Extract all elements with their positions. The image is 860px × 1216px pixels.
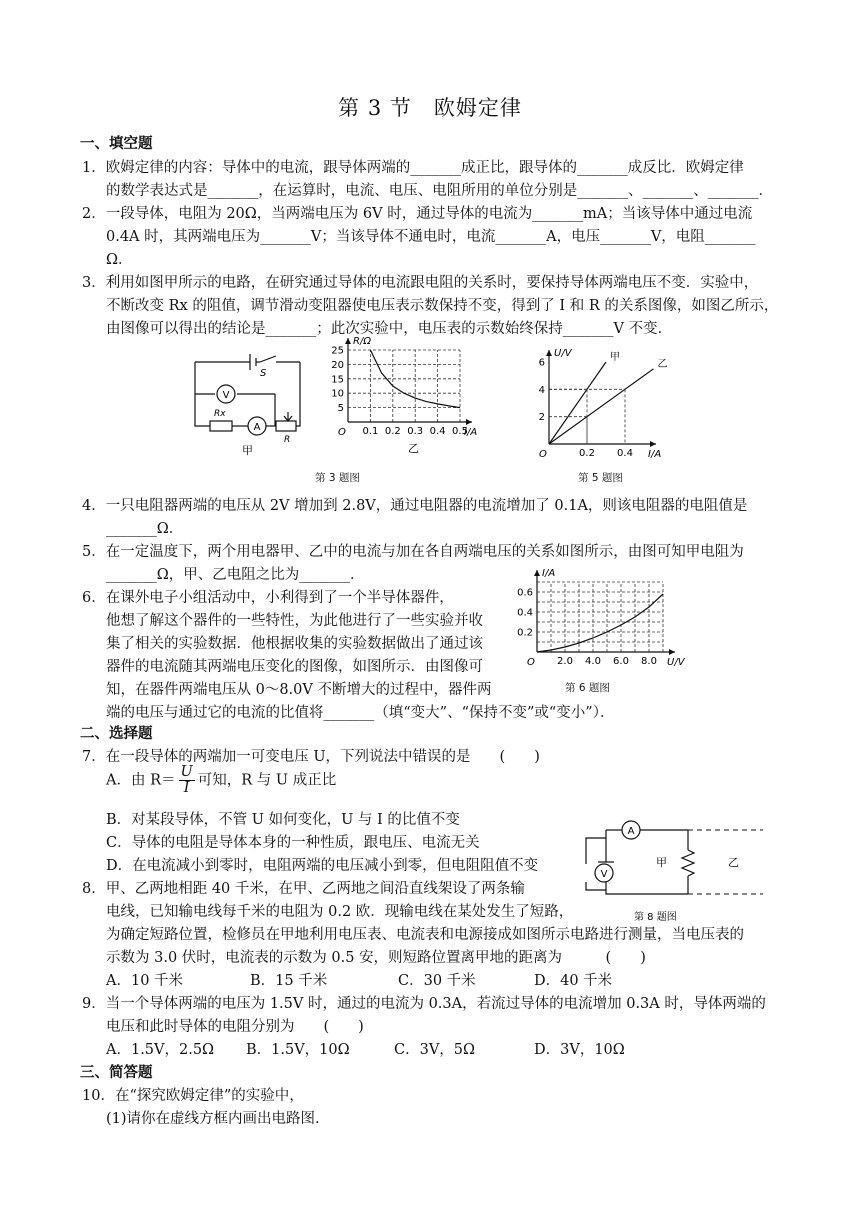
- fig8-circuit-diagram: [578, 816, 768, 928]
- q6-line-1: 6．在课外电子小组活动中，小利得到了一个半导体器件，: [82, 590, 454, 606]
- q7-option-c: C．导体的电阻是导体本身的一种性质，跟电压、电流无关: [106, 835, 480, 851]
- origin-label: O: [338, 427, 346, 438]
- fig8-ammeter-label: A: [627, 826, 635, 837]
- x-tick-label: 0.3: [407, 426, 424, 437]
- fig8-caption: 第 8 题图: [634, 912, 677, 923]
- q9-option-c: C．3V，5Ω: [394, 1042, 476, 1058]
- x-tick-label: 0.1: [362, 426, 379, 437]
- q3-line-3: 由图像可以得出的结论是_______；此次实验中，电压表的示数始终保持_______V 不变．: [106, 321, 673, 337]
- y-tick-label: 20: [331, 359, 344, 371]
- y-tick-label: 2: [538, 412, 545, 424]
- fig5-caption: 第 5 题图: [578, 472, 623, 484]
- q4-line-1: 4．一只电阻器两端的电压从 2V 增加到 2.8V，通过电阻器的电流增加了 0.1A，则该电阻器的电阻值是: [82, 498, 748, 514]
- q8-line-3: 为确定短路位置，检修员在甲地利用电压表、电流表和电源接成如图所示电路进行测量，当电压表的: [106, 927, 744, 943]
- q10-line-1: 10．在“探究欧姆定律”的实验中，: [82, 1088, 304, 1104]
- y-tick-label: 4: [538, 384, 545, 396]
- fig8-label-yi: 乙: [728, 856, 739, 869]
- q7-fraction-numerator: U: [180, 764, 193, 780]
- q6-line-2: 他想了解这个器件的一些特性，为此他进行了一些实验并收: [106, 613, 483, 629]
- section-heading-choice: 二、选择题: [80, 726, 153, 742]
- series-label: 甲: [610, 352, 620, 363]
- q8-line-2: 电线，已知输电线每千米的电阻为 0.2 欧．现输电线在某处发生了短路，: [106, 904, 574, 920]
- origin-label: O: [527, 657, 535, 668]
- x-tick-label: 0.2: [579, 448, 595, 459]
- y-axis-label: U/V: [554, 348, 572, 359]
- y-tick-label: 0.4: [517, 607, 533, 619]
- x-axis-arrow-icon: [669, 649, 675, 655]
- q2-line-2: 0.4A 时，其两端电压为_______V；当该导体不通电时，电流_______A，电压_______V，电阻_______: [106, 229, 756, 245]
- q7-option-b: B．对某段导体，不管 U 如何变化，U 与 I 的比值不变: [106, 812, 460, 828]
- section-heading-short-answer: 三、简答题: [80, 1065, 153, 1081]
- q7-option-a-suffix: 可知，R 与 U 成正比: [197, 772, 337, 789]
- q1-line-1: 1．欧姆定律的内容：导体中的电流，跟导体两端的_______成正比，跟导体的_______成反比．欧姆定律: [82, 160, 744, 176]
- q6-line-4: 器件的电流随其两端电压变化的图像，如图所示．由图像可: [106, 659, 483, 675]
- x-tick-label: 4.0: [585, 656, 601, 667]
- y-tick-label: 6: [538, 357, 545, 369]
- fig3-circuit-diagram: [180, 330, 310, 460]
- fig6-caption: 第 6 题图: [565, 682, 610, 694]
- q7-option-a-prefix: A．由 R＝: [106, 772, 176, 789]
- section-heading-fill-in: 一、填空题: [80, 136, 153, 152]
- x-axis-label: U/V: [667, 657, 685, 668]
- y-tick-label: 0.2: [517, 627, 533, 639]
- voltmeter-label: V: [222, 390, 230, 401]
- x-axis-arrow-icon: [466, 419, 472, 425]
- q6-line-6: 端的电压与通过它的电流的比值将_______（填“变大”、“保持不变”或“变小”）．: [106, 705, 615, 721]
- y-tick-label: 10: [331, 388, 344, 400]
- q8-line-1: 8．甲、乙两地相距 40 千米，在甲、乙两地之间沿直线架设了两条输: [82, 881, 525, 897]
- q7-option-d: D．在电流减小到零时，电阻两端的电压减小到零，但电阻阻值不变: [106, 858, 539, 874]
- fig8-label-jia: 甲: [656, 856, 667, 869]
- q8-option-a: A．10 千米: [106, 973, 184, 989]
- x-tick-label: 0.2: [384, 426, 401, 437]
- q3-line-1: 3．利用如图甲所示的电路，在研究通过导体的电流跟电阻的关系时，要保持导体两端电压不变．实验中，: [82, 275, 759, 291]
- series-label: 乙: [657, 358, 668, 370]
- switch-label: S: [260, 368, 267, 379]
- x-tick-label: 0.4: [617, 448, 633, 459]
- origin-label: O: [539, 449, 547, 460]
- q2-line-1: 2．一段导体，电阻为 20Ω，当两端电压为 6V 时，通过导体的电流为_______mA；当该导体中通过电流: [82, 206, 753, 222]
- q9-option-d: D．3V，10Ω: [534, 1042, 625, 1058]
- y-axis-arrow-icon: [546, 350, 552, 356]
- y-tick-label: 0.6: [517, 587, 533, 599]
- q4-line-2: _______Ω．: [106, 521, 184, 537]
- x-tick-label: 2.0: [557, 656, 573, 667]
- q8-option-c: C．30 千米: [398, 973, 476, 989]
- fig3-graph: [318, 332, 488, 460]
- y-axis-label: R/Ω: [353, 336, 371, 347]
- q5-line-1: 5．在一定温度下，两个用电器甲、乙中的电流与加在各自两端电压的关系如图所示，由图可知甲电阻为: [82, 544, 744, 560]
- x-axis-label: I/A: [464, 427, 478, 438]
- fig6-graph: [505, 560, 685, 672]
- y-tick-label: 15: [331, 374, 344, 386]
- series-line: [549, 362, 606, 444]
- ammeter-label: A: [253, 422, 261, 433]
- q5-line-2: _______Ω，甲、乙电阻之比为_______．: [106, 567, 365, 583]
- fig5-graph: [525, 332, 675, 460]
- rx-label: Rx: [214, 409, 226, 419]
- q8-option-d: D．40 千米: [534, 973, 613, 989]
- y-tick-label: 5: [337, 403, 344, 415]
- y-axis-label: I/A: [542, 568, 556, 579]
- x-tick-label: 0.5: [452, 426, 468, 437]
- q9-option-a: A．1.5V，2.5Ω: [106, 1042, 215, 1058]
- q8-option-b: B．15 千米: [250, 973, 328, 989]
- x-tick-label: 6.0: [613, 656, 629, 667]
- x-axis-label: I/A: [648, 449, 662, 460]
- series-line: [549, 369, 654, 444]
- series-line: [537, 594, 663, 652]
- y-axis-arrow-icon: [345, 338, 351, 344]
- graph-label-yi: 乙: [408, 442, 419, 455]
- rheostat-label: R: [284, 435, 291, 445]
- q10-line-2: (1)请你在虚线方框内画出电路图.: [106, 1111, 320, 1127]
- q2-line-3: Ω．: [106, 252, 133, 268]
- q7-fraction-denominator: I: [183, 780, 190, 796]
- q7-stem: 7．在一段导体的两端加一可变电压 U，下列说法中错误的是 ( ): [82, 749, 540, 765]
- x-tick-label: 8.0: [641, 656, 657, 667]
- y-axis-arrow-icon: [534, 570, 540, 576]
- q8-line-4: 示数为 3.0 伏时，电流表的示数为 0.5 安，则短路位置离甲地的距离为 ( ): [106, 950, 646, 966]
- q9-line-2: 电压和此时导体的电阻分别为 ( ): [106, 1019, 364, 1035]
- q9-line-1: 9．当一个导体两端的电压为 1.5V 时，通过的电流为 0.3A，若流过导体的电流增加 0.3A 时，导体两端的: [82, 996, 766, 1012]
- x-axis-arrow-icon: [650, 441, 656, 447]
- q7-option-a: [106, 765, 336, 796]
- q9-option-b: B．1.5V，10Ω: [246, 1042, 350, 1058]
- circuit-label-jia: 甲: [242, 444, 253, 457]
- q7-fraction: [179, 765, 195, 796]
- page-title: 第 3 节 欧姆定律: [338, 96, 522, 120]
- y-tick-label: 25: [331, 345, 344, 357]
- x-tick-label: 0.4: [429, 426, 446, 437]
- q6-line-3: 集了相关的实验数据．他根据收集的实验数据做出了通过该: [106, 636, 483, 652]
- q1-line-2: 的数学表达式是_______，在运算时，电流、电压、电阻所用的单位分别是_______、_______、_______．: [106, 183, 773, 199]
- fig3-caption: 第 3 题图: [315, 472, 360, 484]
- q6-line-5: 知，在器件两端电压从 0～8.0V 不断增大的过程中，器件两: [106, 682, 492, 698]
- q3-line-2: 不断改变 Rx 的阻值，调节滑动变阻器使电压表示数保持不变，得到了 I 和 R 的关系图像，如图乙所示，: [106, 298, 779, 314]
- fig8-voltmeter-label: V: [600, 869, 608, 880]
